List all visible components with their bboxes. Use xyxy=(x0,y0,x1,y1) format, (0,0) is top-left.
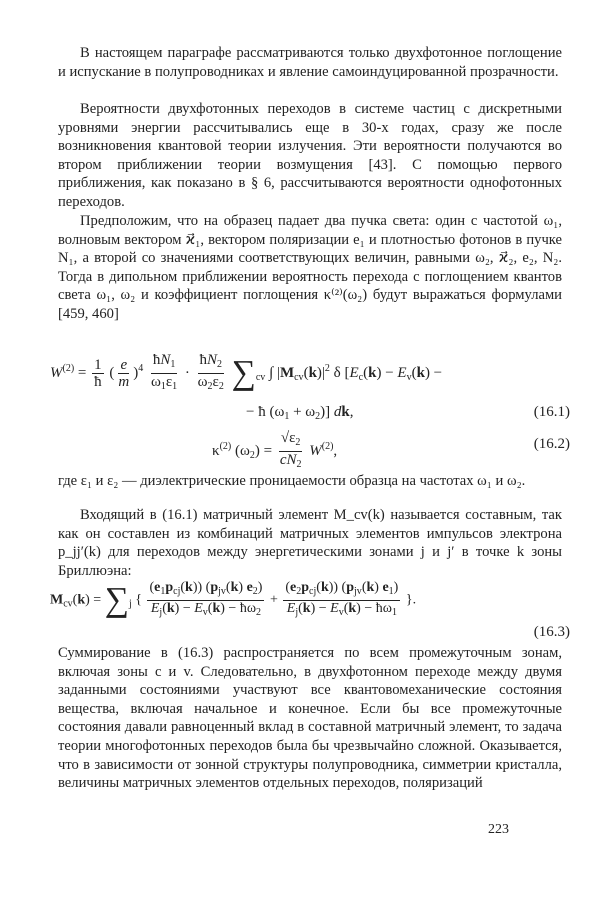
paragraph-two-beams: Предположим, что на образец падает два пучка света: один с частотой ω₁, волновым вектором ϰ⃗₁, вектором поляризации e₁ и плотностью фотонов в пучке N₁, а второй со значениями соответствующих величин, равными ω₂, ϰ⃗₂, e₂, N₂. Тогда в дипольном приближении вероятность перехода с поглощением квантов света ω₁, ω₂ и коэффициент поглощения κ⁽²⁾(ω₂) будут выражаться формулами [459, 460] xyxy=(58,213,562,322)
equation-number-16-3: (16.3) xyxy=(533,624,570,640)
paragraph-intro: В настоящем параграфе рассматриваются только двухфотонное поглощение и испускание в полупроводниках и явление самоиндуцированной прозрачности. xyxy=(58,45,562,80)
equation-16-2: $\kappa^{(2)}$ $(\omega_2)$ = $\frac{√\varepsilon_2}{cN_2}$ $W^{(2)}$, (16.2) xyxy=(212,430,570,470)
paragraph-summation: Суммирование в (16.3) распространяется по всем промежуточным зонам, включая зоны c и v. Следовательно, в двухфотонном переходе между двумя заданными состояниями участвуют все квантовомеханические состояния вещества, включая начальное и конечное. Если бы все промежуточные состояния давали равноценный вклад в составной матричный элемент, то задача теории многофотонных переходов была бы чрезвычайно сложной. Оказывается, что в зависимости от зонной структуры полупроводника, симметрии кристалла, величины матричных элементов отдельных переходов, поляризаций xyxy=(58,645,562,792)
page-number: 223 xyxy=(488,822,509,837)
equation-number-16-1: (16.1) xyxy=(533,404,570,420)
equation-number-16-2: (16.2) xyxy=(533,436,570,452)
equation-16-3: $M_{cv}(k) = \sum_j$ { $\frac{(e_1p_{cj}(k)) (p_{jv}(k) e_2)}{E_j(k) - E_v(k) - ħ\omega_2}$ + $\frac{(e_2p_{cj}(k)) (p_{jv}(k) e_1)}{E_j(k) - E_v(k) - ħ\omega_1}$ }. xyxy=(50,580,417,619)
paragraph-probabilities: Вероятности двухфотонных переходов в системе частиц с дискретными уровнями энергии рассчитывались еще в 30-х годах, сразу же после возникновения квантовой теории излучения. Эти вероятности получаются во втором приближении теории возмущения [43]. С помощью первого приближения, как показано в § 6, рассчитываются вероятности однофотонных переходов. xyxy=(58,101,562,210)
paragraph-dielectric: где ε₁ и ε₂ — диэлектрические проницаемости образца на частотах ω₁ и ω₂. xyxy=(58,473,526,489)
equation-16-1-line1: $W^{(2)}$ = $\frac{1}{ħ}$ ( $\frac{e}{m}$ )$^4$ $\frac{ħN_1}{\omega_1\varepsilon_1}$ · $\frac{ħN_2}{\omega_2\varepsilon_2}$ $\sum_{cv}$ ∫ $|M_{cv}(k)|^2$ δ [$E_c(k) - E_v(k)$ − xyxy=(50,352,443,392)
equation-16-1-line2: − ħ $(\omega_1 + \omega_2)$] dk, (16.1) xyxy=(246,404,570,422)
paragraph-matrix-element: Входящий в (16.1) матричный элемент M_cv(k) называется составным, так как он составлен из комбинаций матричных элементов импульсов электрона p_jj′(k) для переходов между энергетическими зонами j и j′ в точке k зоны Бриллюэна: xyxy=(58,507,562,579)
